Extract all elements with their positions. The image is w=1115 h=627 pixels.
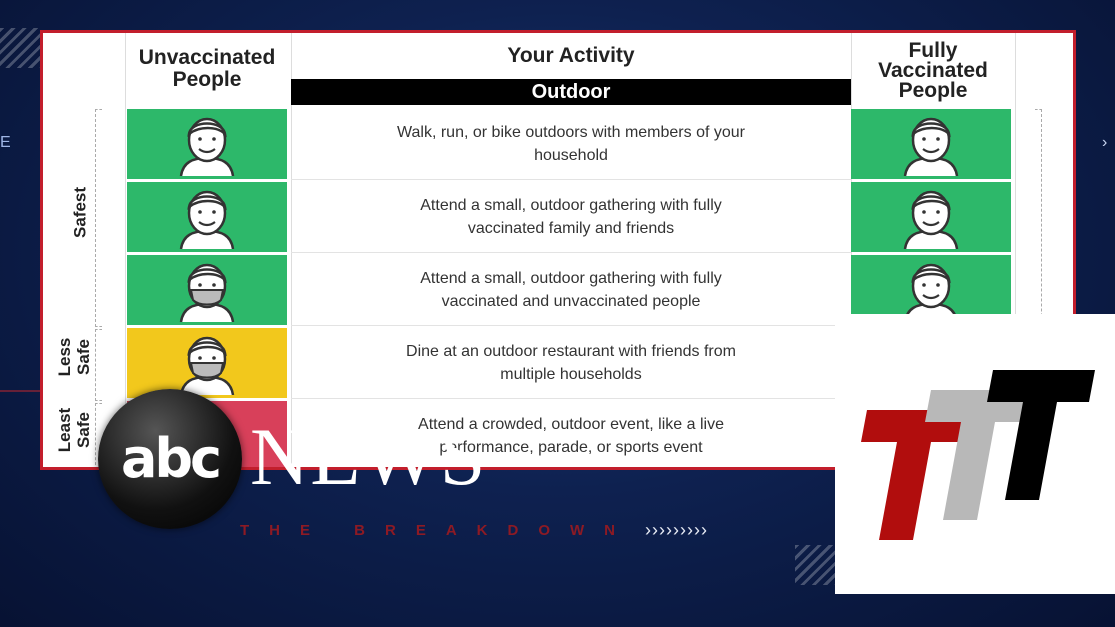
person-face-icon	[901, 112, 961, 176]
footer-breakdown: THE BREAKDOWN	[240, 522, 635, 539]
ttt-letter-t	[987, 370, 1095, 500]
unvaccinated-risk-cell	[127, 182, 287, 252]
activity-description: Walk, run, or bike outdoors with members of your household	[291, 109, 851, 180]
person-face-icon	[177, 258, 237, 322]
unvaccinated-risk-cell	[127, 328, 287, 398]
header-fully-vaccinated: Fully Vaccinated People	[878, 39, 988, 102]
label-less-safe: Less Safe	[55, 337, 93, 377]
unvaccinated-risk-cell	[127, 255, 287, 325]
label-safest: Safest	[70, 186, 90, 239]
bracket-safest	[95, 109, 102, 327]
person-face-icon	[901, 185, 961, 249]
vaccinated-risk-cell	[851, 109, 1011, 179]
decorative-stripes-bottom	[795, 545, 835, 585]
unvaccinated-risk-cell	[127, 109, 287, 179]
person-face-icon	[177, 112, 237, 176]
ttt-logo-graphic	[835, 314, 1115, 594]
footer-chevrons-icon: ›››››››››	[645, 520, 708, 540]
abc-logo-text: abc	[120, 427, 220, 490]
label-least-safe: Least Safe	[55, 407, 93, 453]
activity-row	[125, 109, 1011, 179]
header-activity: Your Activity	[507, 44, 635, 67]
decorative-stripes-top-left	[0, 28, 40, 68]
bracket-less-safe	[95, 329, 102, 401]
activity-description: Attend a small, outdoor gathering with fully vaccinated and unvaccinated people	[291, 255, 851, 326]
activity-description: Dine at an outdoor restaurant with friends from multiple households	[291, 328, 851, 399]
header-unvaccinated: Unvaccinated People	[138, 46, 276, 91]
activity-row	[125, 182, 1011, 252]
ttt-logo-icon	[835, 314, 1115, 594]
section-outdoor: Outdoor	[291, 79, 851, 105]
person-face-icon	[901, 258, 961, 322]
activity-description: Attend a crowded, outdoor event, like a live performance, parade, or sports event	[291, 401, 851, 470]
person-face-icon	[177, 331, 237, 395]
chevron-left-icon: E	[0, 134, 11, 151]
news-logo-text: NEWS	[250, 411, 487, 502]
vaccinated-risk-cell	[851, 182, 1011, 252]
chevron-right-icon: ›	[1102, 134, 1108, 151]
activity-description: Attend a small, outdoor gathering with fully vaccinated family and friends	[291, 182, 851, 253]
person-face-icon	[177, 185, 237, 249]
